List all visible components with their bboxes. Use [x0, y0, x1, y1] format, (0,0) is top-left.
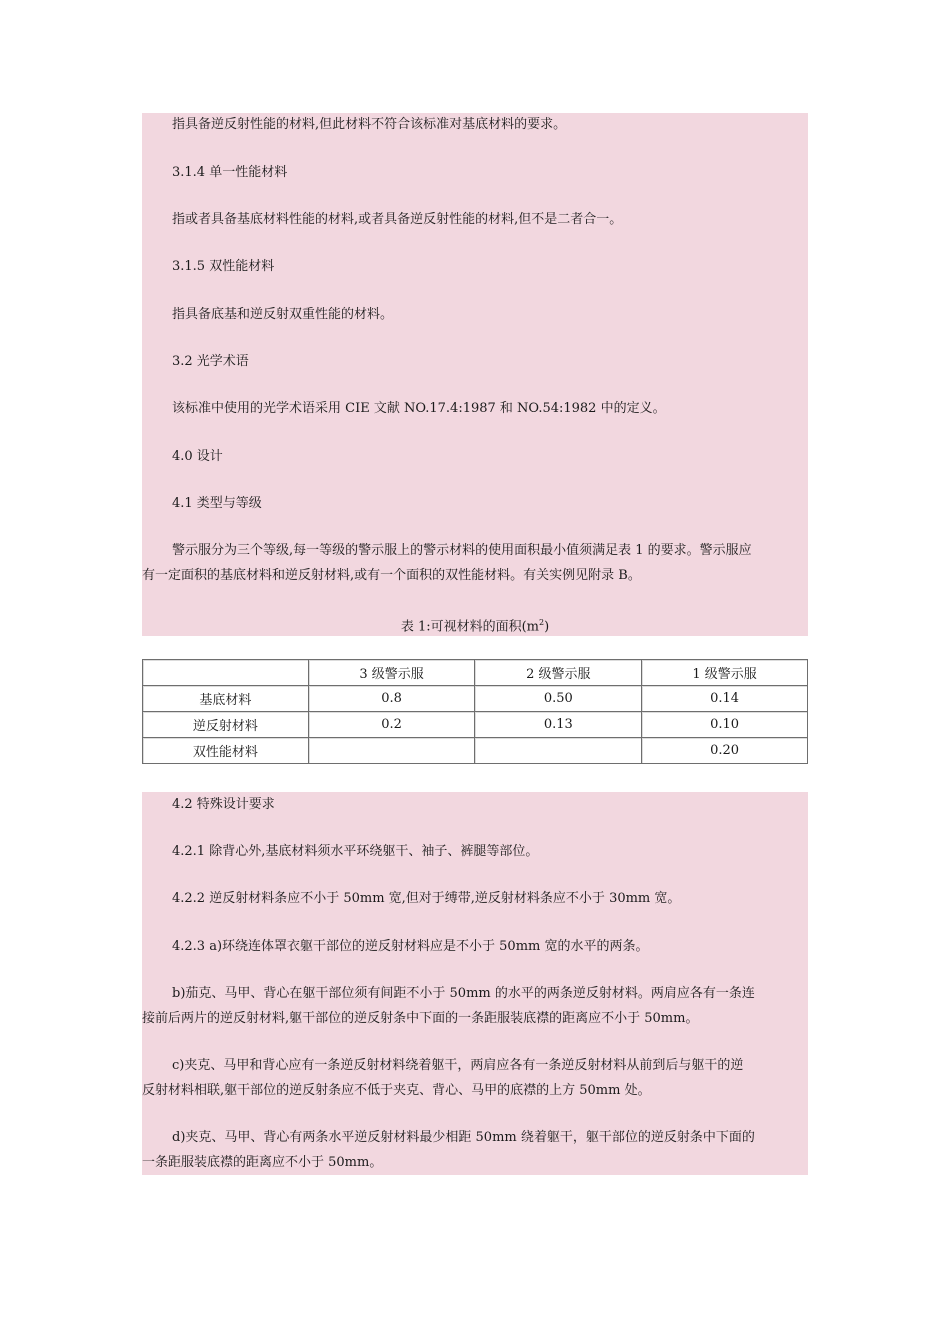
paragraph-4-1-line1: 警示服分为三个等级,每一等级的警示服上的警示材料的使用面积最小值须满足表 1 的要求。警示服应 — [172, 543, 752, 558]
table-cell — [475, 738, 642, 764]
table-cell: 0.2 — [308, 712, 475, 738]
table-visible-material-area — [142, 659, 808, 764]
paragraph-3-1-4: 指或者具备基底材料性能的材料,或者具备逆反射性能的材料,但不是二者合一。 — [172, 212, 623, 227]
paragraph-4-2-3-c-line1: c)夹克、马甲和背心应有一条逆反射材料绕着躯干，两肩应各有一条逆反射材料从前到后与躯干的逆 — [172, 1058, 744, 1073]
table-cell: 双性能材料 — [143, 738, 309, 764]
paragraph-4-2-3-a: 4.2.3 a)环绕连体罩衣躯干部位的逆反射材料应是不小于 50mm 宽的水平的两条。 — [172, 939, 649, 954]
paragraph-4-1-line2: 有一定面积的基底材料和逆反射材料,或有一个面积的双性能材料。有关实例见附录 B。 — [142, 568, 641, 583]
document-section-special-design — [142, 792, 808, 1175]
table-cell: 0.14 — [642, 686, 808, 712]
table-row — [143, 738, 808, 764]
paragraph-4-2-3-c-line2: 反射材料相联,躯干部位的逆反射条应不低于夹克、背心、马甲的底襟的上方 50mm 处。 — [142, 1083, 651, 1098]
table-header-row — [143, 660, 808, 686]
paragraph-retroreflective-definition: 指具备逆反射性能的材料,但此材料不符合该标准对基底材料的要求。 — [172, 117, 567, 132]
table-row — [143, 686, 808, 712]
heading-4-1: 4.1 类型与等级 — [172, 496, 262, 511]
heading-4-2: 4.2 特殊设计要求 — [172, 797, 275, 812]
table-row — [143, 712, 808, 738]
table-header-cell: 2 级警示服 — [475, 660, 642, 686]
table-header-cell — [143, 660, 309, 686]
table-header-cell: 1 级警示服 — [642, 660, 808, 686]
table-cell: 0.13 — [475, 712, 642, 738]
paragraph-3-2: 该标准中使用的光学术语采用 CIE 文献 NO.17.4:1987 和 NO.54:1982 中的定义。 — [172, 401, 666, 416]
heading-3-1-4: 3.1.4 单一性能材料 — [172, 165, 288, 180]
table-caption: 表 1:可视材料的面积$(m^2)$ — [400, 618, 550, 635]
table-cell: 0.10 — [642, 712, 808, 738]
table-cell: 0.50 — [475, 686, 642, 712]
table-cell: 0.8 — [308, 686, 475, 712]
paragraph-4-2-3-b-line1: b)茄克、马甲、背心在躯干部位须有间距不小于 50mm 的水平的两条逆反射材料。两肩应各有一条连 — [172, 986, 755, 1001]
heading-3-1-5: 3.1.5 双性能材料 — [172, 259, 275, 274]
table-cell: 基底材料 — [143, 686, 309, 712]
heading-3-2: 3.2 光学术语 — [172, 354, 249, 369]
heading-4-0: 4.0 设计 — [172, 449, 223, 464]
paragraph-4-2-3-b-line2: 接前后两片的逆反射材料,躯干部位的逆反射条中下面的一条距服装底襟的距离应不小于 50mm。 — [142, 1011, 699, 1026]
paragraph-3-1-5: 指具备底基和逆反射双重性能的材料。 — [172, 307, 394, 322]
paragraph-4-2-1: 4.2.1 除背心外,基底材料须水平环绕躯干、袖子、裤腿等部位。 — [172, 844, 539, 859]
document-section-definitions — [142, 113, 808, 636]
table-cell: 0.20 — [642, 738, 808, 764]
table-cell — [308, 738, 475, 764]
paragraph-4-2-3-d-line1: d)夹克、马甲、背心有两条水平逆反射材料最少相距 50mm 绕着躯干，躯干部位的逆反射条中下面的 — [172, 1130, 755, 1145]
table-header-cell: 3 级警示服 — [308, 660, 475, 686]
table-cell: 逆反射材料 — [143, 712, 309, 738]
paragraph-4-2-3-d-line2: 一条距服装底襟的距离应不小于 50mm。 — [142, 1155, 383, 1170]
paragraph-4-2-2: 4.2.2 逆反射材料条应不小于 50mm 宽,但对于缚带,逆反射材料条应不小于 30mm 宽。 — [172, 891, 681, 906]
